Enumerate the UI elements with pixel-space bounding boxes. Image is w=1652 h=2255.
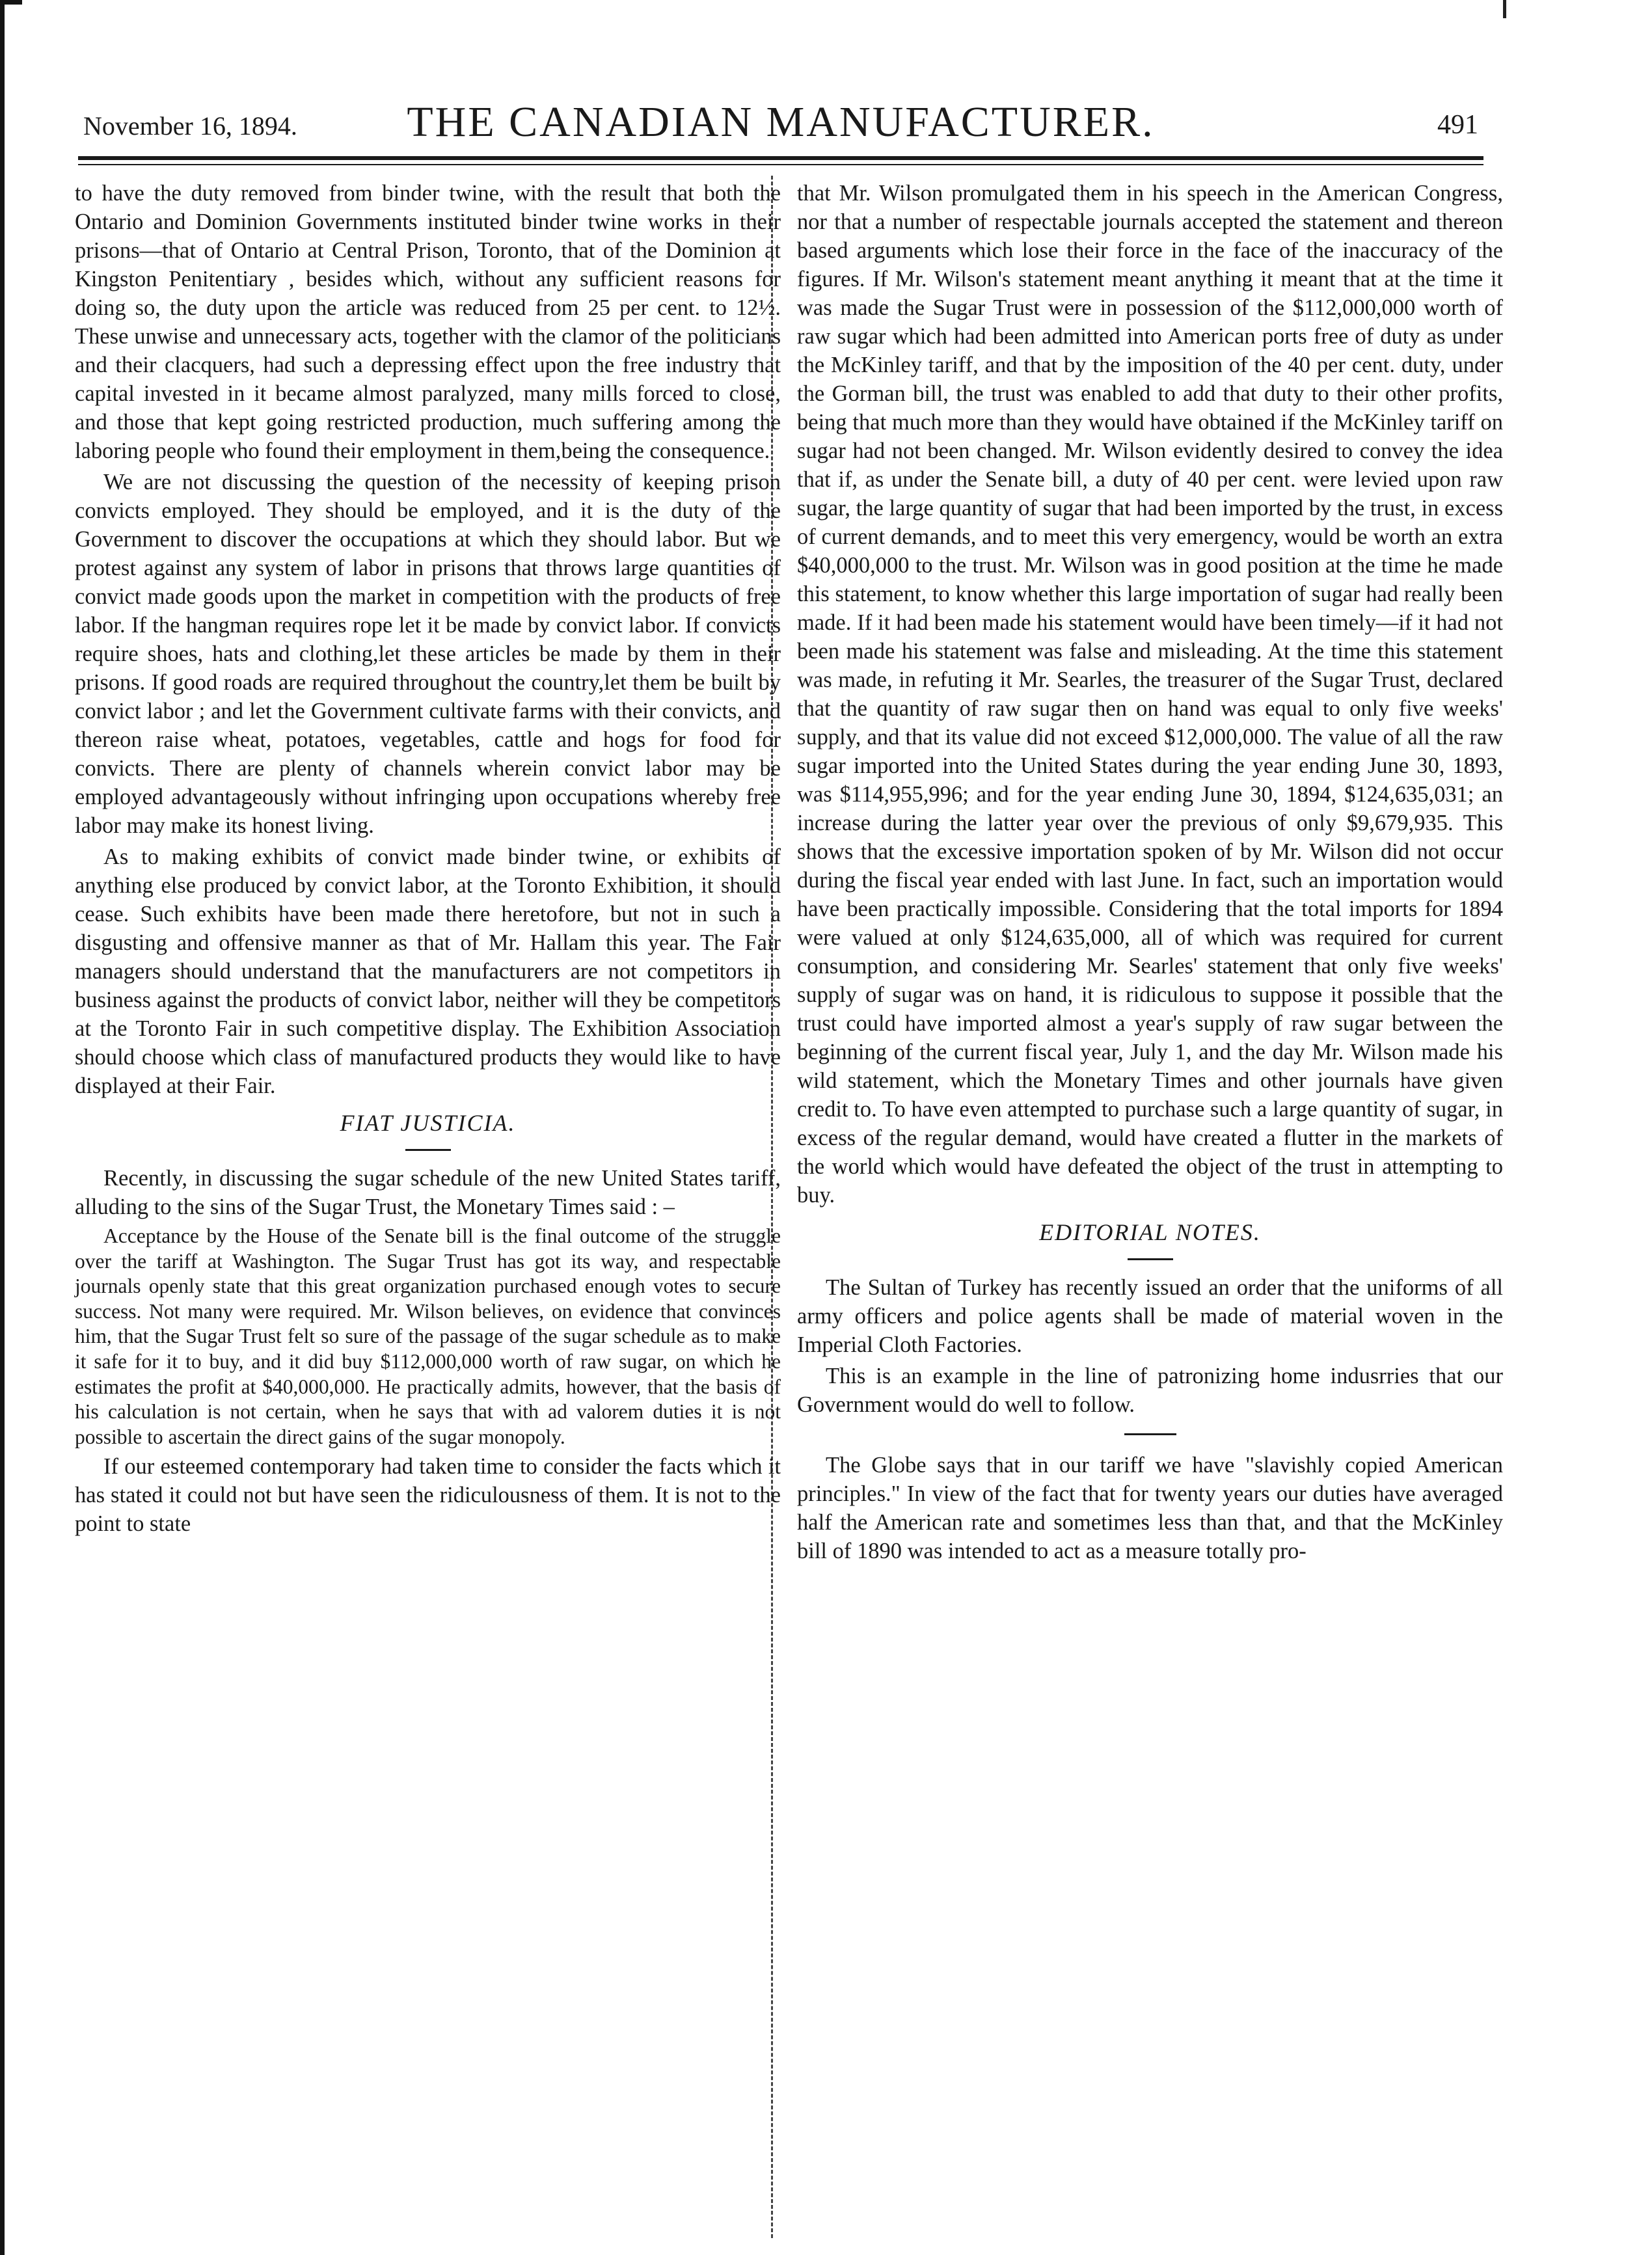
issue-date: November 16, 1894. bbox=[83, 111, 297, 141]
quoted-passage: Acceptance by the House of the Senate bill is the final outcome of the struggle over the tariff at Washington. The Sugar Trust has got its way, and respectable journals openly state that this great organization purchased enough votes to secure success. Not many were required. Mr. Wilson believes, on evidence that convinces him, that the Sugar Trust felt so sure of the passage of the sugar schedule as to make it safe for it to buy, and it did buy $112,000,000 worth of raw sugar, on which he estimates the profit at $40,000,000. He practically admits, however, that the basis of his calculation is not certain, when he says that with ad valorem duties it is not possible to ascertain the direct gains of the sugar monopoly. bbox=[75, 1224, 781, 1448]
section-heading: FIAT JUSTICIA. bbox=[75, 1109, 781, 1151]
page-corner-mark bbox=[1503, 0, 1506, 18]
note-separator bbox=[1124, 1433, 1176, 1435]
right-column bbox=[797, 179, 1503, 1568]
article-paragraph: that Mr. Wilson promulgated them in his speech in the American Congress, nor that a number of respectable journals accepted the statement and thereon based arguments which lose their force in the face of the inaccuracy of the figures. If Mr. Wilson's statement meant anything it meant that at the time it was made the Sugar Trust were in possession of the $112,000,000 worth of raw sugar which had been admitted into American ports free of duty as under the McKinley tariff, and that by the imposition of the 40 per cent. duty, under the Gorman bill, the trust was enabled to add that duty to their other profits, being that much more than they would have obtained if the McKinley tariff on sugar had not been changed. Mr. Wilson evidently desired to convey the idea that if, as under the Senate bill, a duty of 40 per cent. were levied upon raw sugar, the large quantity of sugar that had been imported by the trust, in excess of current demands, and to meet this very emergency, would be worth an extra $40,000,000 to the trust. Mr. Wilson was in good position at the time he made this statement, to know whether this large importation of sugar had really been made. If it had been made his statement would have been timely—if it had not been made his statement was false and misleading. At the time this statement was made, in refuting it Mr. Searles, the treasurer of the Sugar Trust, declared that the quantity of raw sugar then on hand was equal to only five weeks' supply, and that its value did not exceed $12,000,000. The value of all the raw sugar imported into the United States during the year ending June 30, 1893, was $114,955,996; and for the year ending June 30, 1894, $124,635,031; an increase during the latter year over the previous of only $9,679,935. This shows that the excessive importation spoken of by Mr. Wilson did not occur during the fiscal year ended with last June. In fact, such an importation would have been practically impossible. Considering that the total imports for 1894 were valued at only $124,635,000, all of which was required for current consumption, and considering Mr. Searles' statement that only five weeks' supply of sugar was on hand, it is ridiculous to suppose it possible that the trust could have imported almost a year's supply of raw sugar between the beginning of the current fiscal year, July 1, and the day Mr. Wilson made his wild statement, which the Monetary Times and other journals have given credit to. To have even attempted to purchase such a large quantity of sugar, in excess of the regular demand, would have created a flutter in the markets of the world which would have defeated the object of the trust in attempting to buy. bbox=[797, 181, 1503, 1208]
article-paragraph: Recently, in discussing the sugar schedule of the new United States tariff, alluding to the sins of the Sugar Trust, the Monetary Times said : – bbox=[75, 1166, 781, 1219]
article-paragraph: to have the duty removed from binder twine, with the result that both the Ontario and Dominion Governments instituted binder twine works in their prisons—that of Ontario at Central Prison, Toronto, that of the Dominion at Kingston Penitentiary , besides which, without any sufficient reasons for doing so, the duty upon the article was reduced from 25 per cent. to 12½. These unwise and unnecessary acts, together with the clamor of the politicians and their clacquers, had such a depressing effect upon the free industry that capital invested in it became almost paralyzed, many mills forced to close, and those that kept going restricted production, much suffering among the laboring people who found their employment in them,being the consequence. bbox=[75, 181, 781, 463]
editorial-note: This is an example in the line of patronizing home indusrries that our Government would do well to follow. bbox=[797, 1364, 1503, 1417]
publication-title: THE CANADIAN MANUFACTURER. bbox=[407, 98, 1155, 146]
left-column bbox=[75, 179, 781, 1541]
header-rule-thin bbox=[78, 164, 1483, 165]
page-edge-top bbox=[0, 0, 22, 5]
page-header bbox=[72, 98, 1490, 150]
page-number: 491 bbox=[1437, 110, 1478, 140]
header-rule bbox=[78, 156, 1483, 160]
page-edge-left bbox=[0, 0, 5, 2255]
article-paragraph: As to making exhibits of convict made binder twine, or exhibits of anything else produced by convict labor, at the Toronto Exhibition, it should cease. Such exhibits have been made there heretofore, but not in such a disgusting and offensive manner as that of Mr. Hallam this year. The Fair managers should understand that the manufacturers are not competitors in business against the products of convict labor, neither will they be competitors at the Toronto Fair in such competitive display. The Exhibition Association should choose which class of manufactured products they would like to have displayed at their Fair. bbox=[75, 844, 781, 1098]
editorial-note: The Sultan of Turkey has recently issued an order that the uniforms of all army officers and police agents shall be made of material woven in the Imperial Cloth Factories. bbox=[797, 1275, 1503, 1357]
article-paragraph: We are not discussing the question of the necessity of keeping prison convicts employed. They should be employed, and it is the duty of the Government to discover the occupations at which they should labor. But we protest against any system of labor in prisons that throws large quantities of convict made goods upon the market in competition with the products of free labor. If the hangman requires rope let it be made by convict labor. If convicts require shoes, hats and clothing,let these articles be made by them in their prisons. If good roads are required throughout the country,let them be built by convict labor ; and let the Government cultivate farms with their convicts, and thereon raise wheat, potatoes, vegetables, cattle and hogs for food for convicts. There are plenty of channels wherein convict labor may be employed advantageously without infringing upon occupations whereby free labor may make its honest living. bbox=[75, 470, 781, 838]
editorial-note: The Globe says that in our tariff we have "slavishly copied American principles." In view of the fact that for twenty years our duties have averaged half the American rate and sometimes less than that, and that the McKinley bill of 1890 was intended to act as a measure totally pro- bbox=[797, 1453, 1503, 1563]
section-heading: EDITORIAL NOTES. bbox=[797, 1219, 1503, 1260]
article-paragraph: If our esteemed contemporary had taken time to consider the facts which it has stated it could not but have seen the ridiculousness of them. It is not to the point to state bbox=[75, 1454, 781, 1537]
